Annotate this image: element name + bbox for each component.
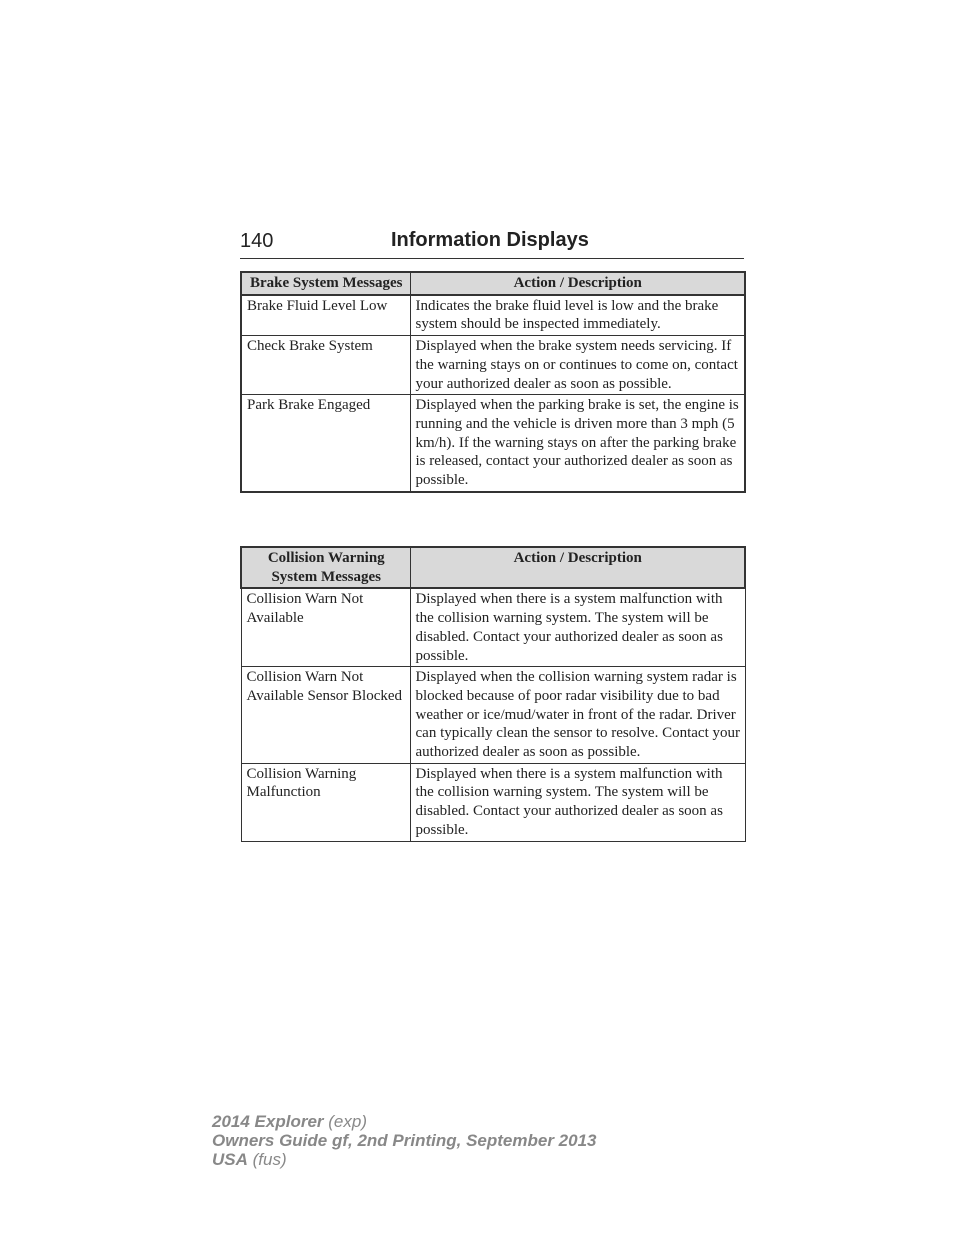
table-header-row bbox=[241, 547, 745, 588]
footer-model-code: (exp) bbox=[328, 1112, 367, 1131]
description-cell: Displayed when the parking brake is set, the engine is running and the vehicle is driven more than 3 mph (5 km/h). If the warning stays on after the parking brake is released, contact your authorized dealer as soon as possible. bbox=[410, 395, 745, 492]
column-header-messages: Collision Warning System Messages bbox=[241, 547, 410, 588]
description-cell: Displayed when there is a system malfunction with the collision warning system. The system will be disabled. Contact your authorized dealer as soon as possible. bbox=[410, 763, 745, 841]
brake-system-messages-table bbox=[240, 271, 746, 493]
footer-line-region bbox=[212, 1150, 596, 1169]
collision-warning-messages-table bbox=[240, 546, 746, 842]
table-row bbox=[241, 295, 745, 336]
message-cell: Check Brake System bbox=[241, 336, 410, 395]
footer-guide: Owners Guide gf, 2nd Printing, September 2013 bbox=[212, 1131, 597, 1150]
table-row bbox=[241, 763, 745, 841]
section-title: Information Displays bbox=[391, 229, 589, 251]
page-number: 140 bbox=[240, 230, 274, 252]
page-header bbox=[240, 228, 744, 259]
table-row bbox=[241, 667, 745, 764]
footer-region-code: (fus) bbox=[252, 1150, 287, 1169]
message-cell: Collision Warn Not Available Sensor Blocked bbox=[241, 667, 410, 764]
column-header-action: Action / Description bbox=[410, 547, 745, 588]
message-cell: Park Brake Engaged bbox=[241, 395, 410, 492]
description-cell: Displayed when there is a system malfunction with the collision warning system. The system will be disabled. Contact your authorized dealer as soon as possible. bbox=[410, 588, 745, 666]
page-footer bbox=[212, 1112, 596, 1169]
description-cell: Indicates the brake fluid level is low and the brake system should be inspected immediately. bbox=[410, 295, 745, 336]
column-header-messages: Brake System Messages bbox=[241, 272, 410, 295]
table-row bbox=[241, 336, 745, 395]
footer-region: USA bbox=[212, 1150, 248, 1169]
column-header-action: Action / Description bbox=[410, 272, 745, 295]
description-cell: Displayed when the brake system needs servicing. If the warning stays on or continues to come on, contact your authorized dealer as soon as possible. bbox=[410, 336, 745, 395]
message-cell: Collision Warning Malfunction bbox=[241, 763, 410, 841]
table-row bbox=[241, 395, 745, 492]
table-row bbox=[241, 588, 745, 666]
message-cell: Collision Warn Not Available bbox=[241, 588, 410, 666]
table-header-row bbox=[241, 272, 745, 295]
message-cell: Brake Fluid Level Low bbox=[241, 295, 410, 336]
footer-line-guide bbox=[212, 1131, 596, 1150]
footer-line-model bbox=[212, 1112, 596, 1131]
description-cell: Displayed when the collision warning system radar is blocked because of poor radar visibility due to bad weather or ice/mud/water in front of the radar. Driver can typically clean the sensor to resolve. Contact your authorized dealer as soon as possible. bbox=[410, 667, 745, 764]
footer-model: 2014 Explorer bbox=[212, 1112, 324, 1131]
